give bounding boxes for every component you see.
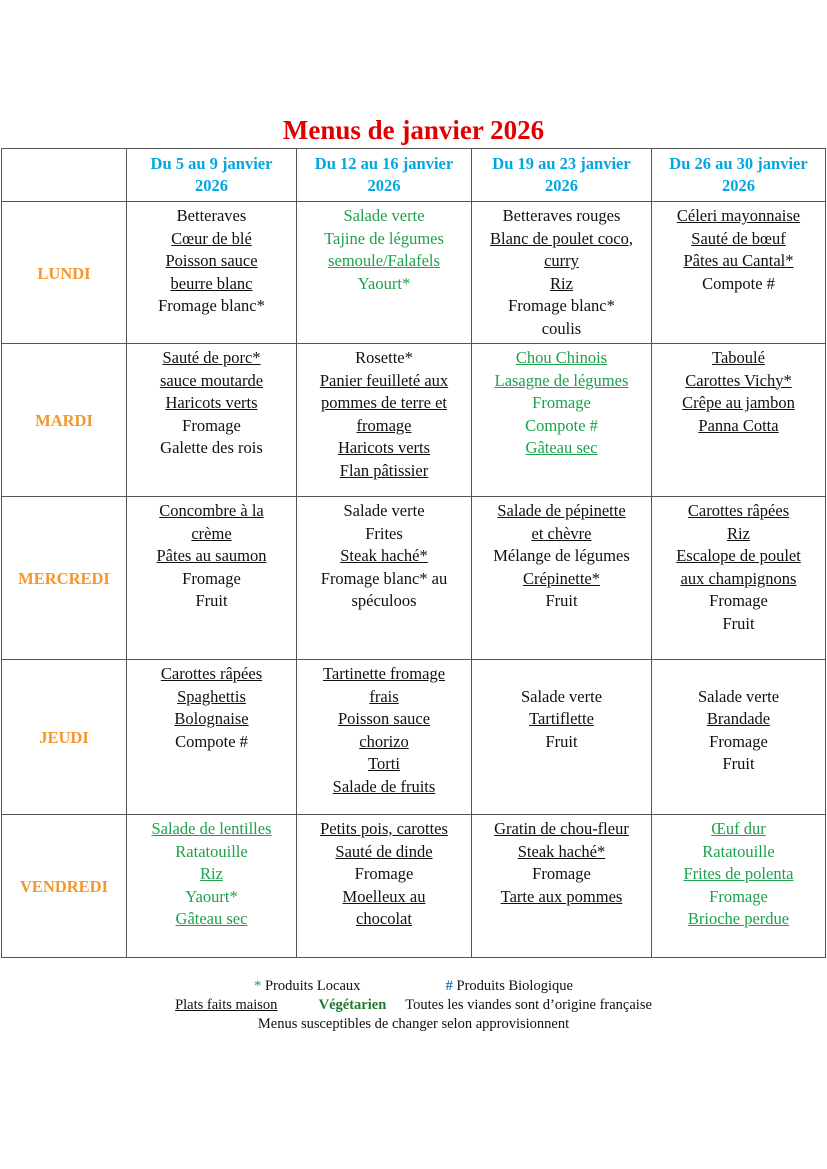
menu-item: et chèvre — [531, 523, 592, 543]
page-title: Menus de janvier 2026 — [282, 115, 545, 145]
menu-item: Spaghettis — [177, 686, 246, 706]
menu-item: Ratatouille — [175, 841, 248, 861]
menu-item: semoule/Falafels — [328, 251, 440, 270]
menu-item: Fromage blanc* au — [320, 568, 448, 588]
menu-item: Fromage — [709, 731, 768, 751]
day-row-vendredi — [2, 815, 826, 958]
menu-item: Pâtes au saumon — [156, 546, 267, 565]
menu-item: Rosette* — [355, 348, 413, 367]
menu-item: Petits pois, carottes — [320, 819, 448, 838]
week-header-line: Du 19 au 23 janvier — [492, 153, 631, 173]
menu-item: Sauté de porc* — [162, 348, 261, 367]
legend-line-2 — [0, 996, 827, 1015]
menu-item: fromage — [356, 415, 412, 435]
menu-item: Betteraves rouges — [502, 206, 621, 225]
menu-item: Tartiflette — [529, 709, 594, 728]
week-header-line: Du 26 au 30 janvier — [669, 153, 808, 173]
legend-line-3: Menus susceptibles de changer selon approvisionnent — [257, 1016, 570, 1032]
menu-item: Betteraves — [176, 206, 247, 225]
menu-cell — [297, 344, 472, 497]
menu-item: Panier feuilleté aux — [319, 370, 449, 390]
organic-symbol: # — [445, 978, 453, 994]
menu-item: Tarte aux pommes — [500, 886, 623, 906]
menu-item: Sauté de dinde — [335, 841, 433, 861]
menu-item: Frites de polenta — [683, 864, 794, 883]
menu-item: Riz — [727, 523, 750, 543]
menu-cell — [652, 815, 826, 958]
menu-item: Fromage — [709, 591, 768, 610]
menu-item — [474, 663, 649, 686]
week-header-year: 2026 — [722, 176, 755, 195]
menu-cell — [652, 497, 826, 660]
menu-item: Haricots verts — [337, 438, 431, 457]
menu-item: Yaourt* — [357, 273, 411, 293]
menu-cell — [652, 202, 826, 344]
menu-item: Lasagne de légumes — [494, 370, 629, 390]
menu-cell — [127, 344, 297, 497]
day-label: LUNDI — [2, 202, 127, 344]
meat-origin-note: Toutes les viandes sont d’origine française — [405, 997, 652, 1013]
menu-item: Frites — [365, 523, 403, 543]
menu-item: Mélange de légumes — [493, 546, 630, 565]
week-header — [127, 149, 297, 202]
day-label: JEUDI — [2, 660, 127, 815]
menu-table — [1, 148, 826, 958]
menu-item: Fromage blanc* — [158, 296, 265, 315]
week-header — [652, 149, 826, 202]
local-label: Produits Locaux — [264, 978, 361, 994]
menu-item: Carottes Vichy* — [685, 370, 792, 390]
menu-item: Salade de lentilles — [151, 819, 272, 838]
menu-item: Salade verte — [520, 686, 603, 706]
menu-item: Ratatouille — [702, 841, 775, 861]
menu-cell — [127, 660, 297, 815]
menu-item: Fromage — [182, 568, 241, 588]
week-header-line: Du 5 au 9 janvier — [150, 153, 273, 173]
menu-item: Moelleux au — [342, 886, 426, 906]
menu-item: sauce moutarde — [159, 370, 264, 390]
vegetarian-label: Végétarien — [318, 997, 387, 1013]
menu-item: Steak haché* — [517, 841, 606, 861]
menu-item: Panna Cotta — [698, 415, 779, 435]
menu-item: Fruit — [195, 591, 228, 610]
menu-item: chorizo — [359, 731, 409, 751]
menu-item: Crêpe au jambon — [682, 393, 795, 412]
menu-item: Riz — [200, 864, 223, 883]
day-label: MARDI — [2, 344, 127, 497]
menu-item: Fromage — [182, 415, 241, 435]
menu-item: Salade verte — [343, 501, 425, 520]
menu-item: Taboulé — [712, 348, 765, 367]
menu-item: Tartinette fromage — [322, 664, 446, 683]
menu-item: Blanc de poulet coco, — [490, 228, 633, 248]
menu-cell — [297, 497, 472, 660]
menu-cell — [297, 815, 472, 958]
menu-item: Fromage — [709, 886, 768, 906]
menu-item: Crépinette* — [523, 568, 600, 588]
week-header — [472, 149, 652, 202]
menu-item: Carottes râpées — [687, 501, 790, 520]
menu-item: Torti — [368, 754, 400, 773]
day-label: MERCREDI — [2, 497, 127, 660]
menu-cell — [297, 202, 472, 344]
menu-cell — [472, 660, 652, 815]
menu-item: Brioche perdue — [687, 909, 790, 928]
menu-item: Fromage — [354, 864, 414, 883]
menu-item: Fromage — [532, 864, 591, 883]
menu-item: Fruit — [545, 591, 578, 610]
menu-item: Bolognaise — [174, 709, 249, 728]
menu-item: spéculoos — [351, 591, 417, 610]
day-row-mercredi — [2, 497, 826, 660]
menu-cell — [297, 660, 472, 815]
menu-item — [654, 663, 823, 686]
menu-item: Escalope de poulet — [676, 546, 801, 565]
week-header-year: 2026 — [367, 176, 401, 195]
menu-item: beurre blanc — [170, 273, 253, 293]
organic-label: Produits Biologique — [456, 978, 573, 994]
menu-item: Céleri mayonnaise — [676, 206, 801, 225]
header-row — [2, 149, 826, 202]
menu-item: Cœur de blé — [171, 228, 252, 248]
menu-item: crème — [191, 523, 232, 543]
menu-item: frais — [369, 686, 399, 706]
homemade-label: Plats faits maison — [175, 997, 278, 1013]
menu-cell — [472, 202, 652, 344]
menu-cell — [127, 202, 297, 344]
menu-item: Sauté de bœuf — [691, 228, 786, 248]
menu-item: Œuf dur — [711, 819, 766, 838]
menu-cell — [127, 815, 297, 958]
menu-item: Riz — [550, 273, 573, 293]
day-row-mardi — [2, 344, 826, 497]
menu-item: Gratin de chou-fleur — [494, 819, 629, 838]
menu-item: Compote # — [702, 273, 775, 293]
menu-cell — [472, 344, 652, 497]
menu-item: Fromage blanc* — [508, 296, 615, 315]
menu-cell — [127, 497, 297, 660]
menu-item: Salade de pépinette — [497, 501, 626, 520]
menu-item: pommes de terre et — [321, 393, 447, 412]
menu-item: chocolat — [356, 909, 412, 928]
menu-cell — [472, 815, 652, 958]
menu-cell — [652, 660, 826, 815]
menu-item: coulis — [541, 318, 582, 338]
menu-item: Pâtes au Cantal* — [683, 251, 794, 270]
menu-item: Fruit — [722, 613, 755, 633]
menu-item: Compote # — [525, 415, 598, 435]
menu-item: Poisson sauce — [337, 709, 431, 728]
menu-item: Galette des rois — [160, 438, 263, 457]
menu-item: Haricots verts — [165, 393, 258, 412]
menu-item: Salade verte — [343, 206, 425, 225]
menu-item: Tajine de légumes — [324, 228, 444, 248]
menu-item: Compote # — [175, 731, 248, 751]
legend-line-1 — [0, 977, 827, 996]
menu-item: Gâteau sec — [175, 909, 248, 928]
menu-cell — [472, 497, 652, 660]
week-header-line: Du 12 au 16 janvier — [314, 153, 454, 173]
menu-body — [2, 202, 826, 958]
menu-item: Brandade — [706, 709, 771, 728]
menu-item: Steak haché* — [340, 546, 428, 565]
week-header-year: 2026 — [195, 176, 228, 195]
week-header — [297, 149, 472, 202]
menu-item: Fromage — [532, 393, 591, 412]
day-label: VENDREDI — [2, 815, 127, 958]
menu-item: Fruit — [722, 754, 755, 773]
menu-item: aux champignons — [680, 568, 797, 588]
local-symbol: * — [254, 978, 262, 994]
menu-item: Salade de fruits — [332, 776, 436, 796]
menu-item: Salade verte — [697, 686, 780, 706]
menu-item: Gâteau sec — [525, 438, 598, 457]
day-row-jeudi — [2, 660, 826, 815]
menu-item: Poisson sauce — [165, 251, 258, 270]
menu-item: Flan pâtissier — [339, 460, 429, 480]
menu-item: Yaourt* — [185, 886, 238, 906]
legend — [0, 977, 827, 1034]
day-row-lundi — [2, 202, 826, 344]
corner-cell — [2, 149, 127, 202]
menu-item: Chou Chinois — [515, 348, 608, 367]
menu-item: Carottes râpées — [160, 664, 263, 683]
menu-item: Concombre à la — [159, 501, 264, 520]
menu-cell — [652, 344, 826, 497]
week-header-year: 2026 — [545, 176, 578, 195]
menu-item: curry — [544, 251, 579, 270]
menu-item: Fruit — [545, 731, 578, 751]
